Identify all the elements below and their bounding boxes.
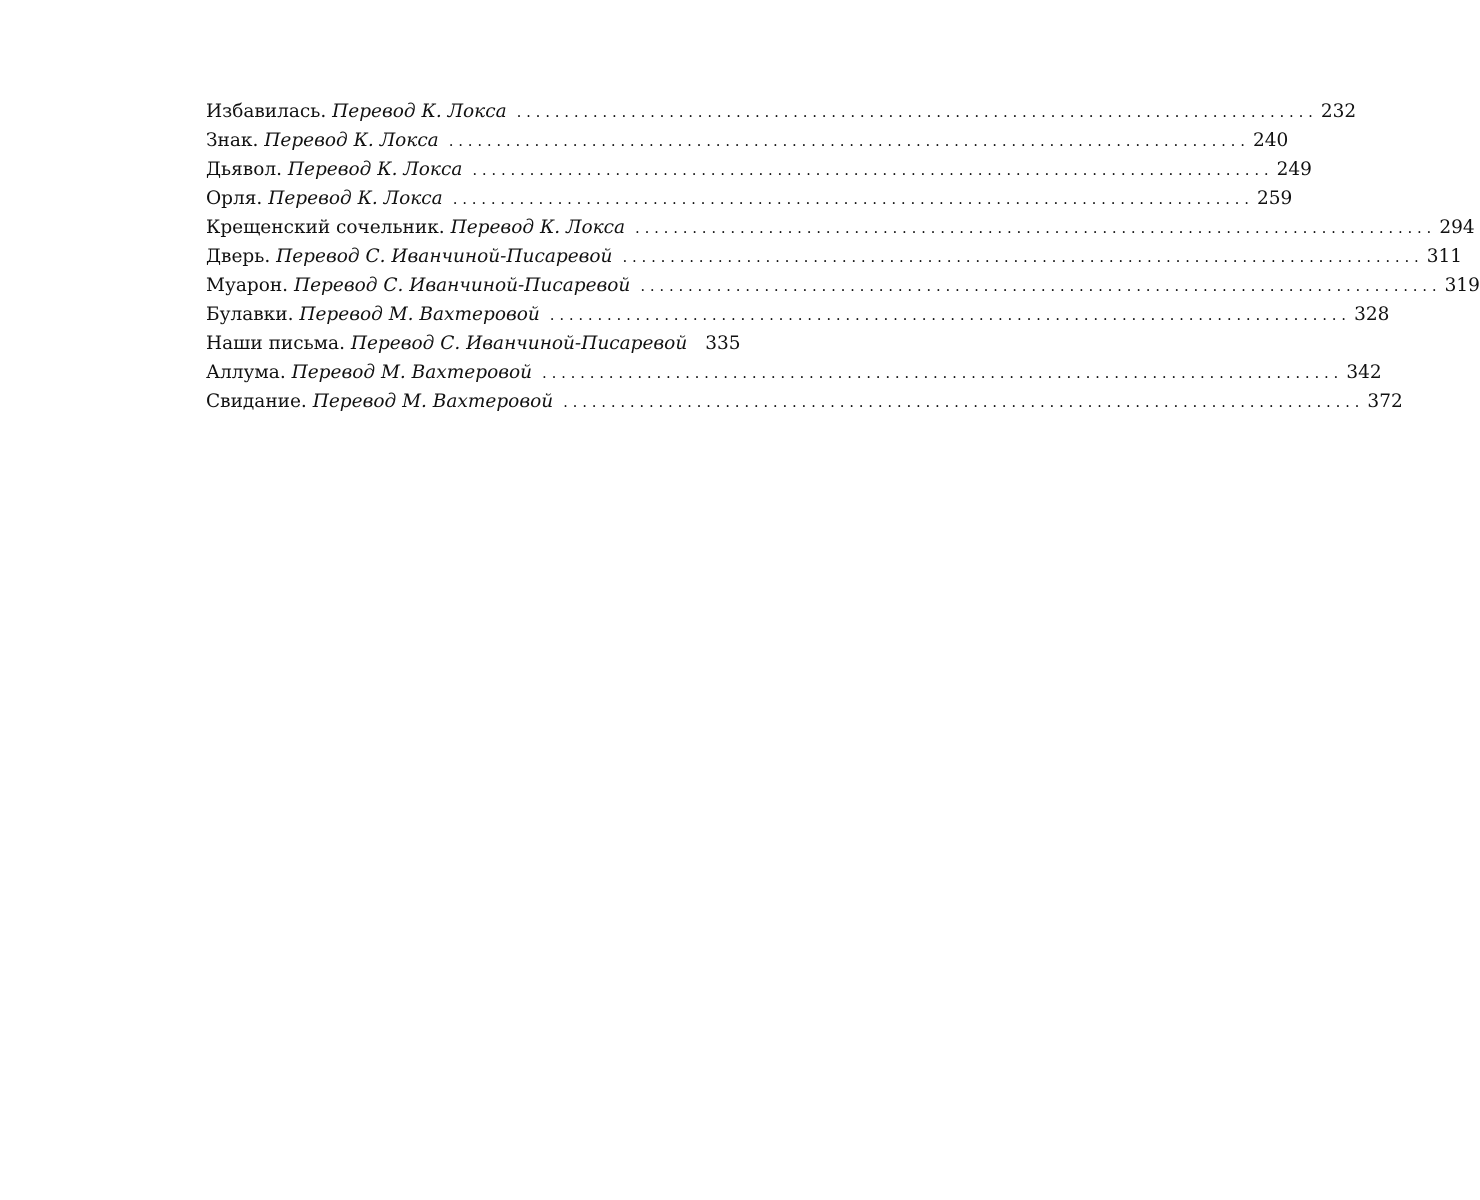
entry-page-number: 240 [1253, 130, 1289, 151]
entry-title: Муарон. [206, 275, 289, 296]
entry-title: Дверь. [206, 246, 271, 267]
toc-entry [206, 213, 1475, 242]
dot-leader [542, 359, 1338, 388]
toc-entry [206, 242, 1463, 271]
dot-leader [622, 243, 1418, 272]
toc-entry [206, 126, 1289, 155]
entry-page-number: 328 [1354, 304, 1390, 325]
entry-translator: Перевод М. Вахтеровой [299, 304, 540, 325]
entry-page-number: 232 [1320, 101, 1357, 122]
entry-title: Наши письма. [206, 333, 345, 354]
entry-translator: Перевод М. Вахтеровой [312, 391, 554, 412]
dot-leader [453, 185, 1249, 214]
entry-page-number: 294 [1439, 217, 1475, 238]
entry-title: Дьявол. [206, 159, 282, 180]
toc-entry [206, 329, 741, 358]
dot-leader [517, 98, 1313, 127]
dot-leader [635, 214, 1431, 243]
toc-entry [206, 358, 1382, 387]
entry-translator: Перевод С. Иванчиной-Писаревой [350, 333, 688, 354]
toc-entry [206, 387, 1403, 416]
entry-title: Крещенский сочельник. [206, 217, 445, 238]
entry-translator: Перевод С. Иванчиной-Писаревой [293, 275, 631, 296]
entry-title: Булавки. [206, 304, 294, 325]
entry-translator: Перевод С. Иванчиной-Писаревой [276, 246, 613, 267]
entry-translator: Перевод К. Локса [268, 188, 443, 209]
dot-leader [640, 272, 1436, 301]
toc-entry [206, 155, 1312, 184]
entry-page-number: 372 [1367, 391, 1403, 412]
entry-title: Аллума. [206, 362, 286, 383]
entry-page-number: 249 [1276, 159, 1312, 180]
dot-leader [550, 301, 1346, 330]
entry-page-number: 311 [1426, 246, 1463, 267]
toc-entry [206, 300, 1390, 329]
entry-title: Орля. [206, 188, 263, 209]
toc-entry [206, 271, 1480, 300]
entry-translator: Перевод М. Вахтеровой [291, 362, 533, 383]
entry-translator: Перевод К. Локса [287, 159, 463, 180]
entry-translator: Перевод К. Локса [450, 217, 626, 238]
entry-translator: Перевод К. Локса [264, 130, 439, 151]
entry-page-number: 259 [1256, 188, 1293, 209]
dot-leader [563, 388, 1359, 417]
entry-page-number: 335 [705, 333, 741, 354]
entry-title: Свидание. [206, 391, 307, 412]
toc-entry [206, 184, 1293, 213]
entry-page-number: 319 [1444, 275, 1480, 296]
table-of-contents [206, 97, 1480, 416]
entry-title: Знак. [206, 130, 259, 151]
entry-translator: Перевод К. Локса [332, 101, 507, 122]
toc-entry [206, 97, 1357, 126]
dot-leader [472, 156, 1268, 185]
entry-page-number: 342 [1346, 362, 1382, 383]
entry-title: Избавилась. [206, 101, 327, 122]
dot-leader [449, 127, 1245, 156]
